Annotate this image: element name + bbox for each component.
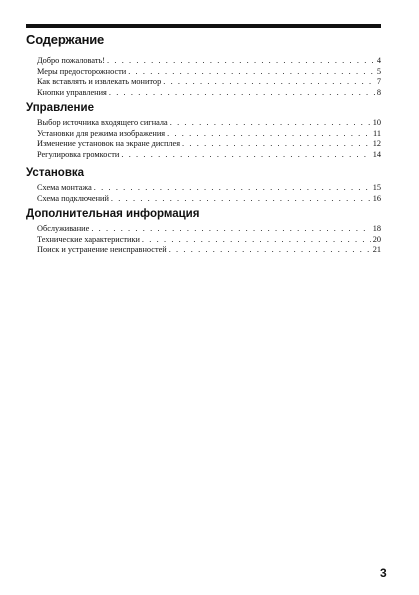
section-heading: Дополнительная информация [26,208,200,220]
toc-entry-page: 4 [376,56,381,65]
leader-dots [169,245,371,256]
toc-entry-label: Изменение установок на экране дисплея [37,139,181,149]
toc-entry[interactable] [37,129,381,140]
leader-dots [163,77,375,88]
top-rule [26,24,381,28]
toc-entry-page: 15 [372,183,381,192]
toc-section-installation [26,167,381,204]
leader-dots [142,235,371,246]
toc-entry-label: Схема монтажа [37,183,92,192]
toc-entry-page: 18 [372,224,381,233]
toc-entry[interactable] [37,118,381,129]
leader-dots [121,150,370,161]
toc-entry[interactable] [37,224,381,235]
toc-entry-label: Кнопки управления [37,87,107,97]
toc-entry[interactable] [37,56,381,67]
toc-entry-label: Технические характеристики [37,234,140,244]
leader-dots [94,183,371,194]
toc-entry-page: 14 [372,149,381,159]
toc-entry[interactable] [37,88,381,99]
toc-entry-page: 12 [372,139,381,149]
toc-entry-page: 10 [372,118,381,127]
toc-entry-label: Схема подключений [37,193,109,203]
toc-entry-label: Поиск и устранение неисправностей [37,245,167,255]
toc-entry[interactable] [37,245,381,256]
leader-dots [182,139,371,150]
toc-entry-page: 21 [372,245,381,255]
toc-entry[interactable] [37,77,381,88]
leader-dots [167,129,371,140]
toc-entry[interactable] [37,139,381,150]
toc-entry-label: Установки для режима изображения [37,128,166,138]
toc-entry-page: 5 [376,66,381,76]
toc-entry[interactable] [37,183,381,194]
toc-section-additional [26,208,381,256]
leader-dots [91,224,370,235]
leader-dots [109,88,375,99]
toc-entry[interactable] [37,150,381,161]
toc-entry-label: Регулировка громкости [37,149,120,159]
page-number: 3 [380,566,387,580]
toc-section-control [26,102,381,160]
toc-entry-label: Как вставлять и извлекать монитор [37,77,162,87]
toc-entry-page: 16 [372,193,381,203]
section-heading: Установка [26,167,85,179]
toc-entry[interactable] [37,235,381,246]
leader-dots [111,194,371,205]
leader-dots [170,118,371,129]
toc-entry-page: 11 [373,128,381,138]
toc-entry-label: Добро пожаловать! [37,56,106,65]
toc-entry-page: 20 [372,234,381,244]
toc-entry-page: 7 [376,77,381,87]
section-heading: Управление [26,102,94,114]
toc-entry-label: Меры предосторожности [37,66,127,76]
toc-entry-label: Выбор источника входящего сигнала [37,118,168,127]
toc-entry[interactable] [37,194,381,205]
leader-dots [107,56,375,67]
toc-entry[interactable] [37,67,381,78]
leader-dots [128,67,375,78]
page-title: Содержание [26,32,105,47]
toc-entry-label: Обслуживание [37,224,90,233]
toc-entry-page: 8 [376,87,381,97]
toc-section-intro [26,56,381,98]
